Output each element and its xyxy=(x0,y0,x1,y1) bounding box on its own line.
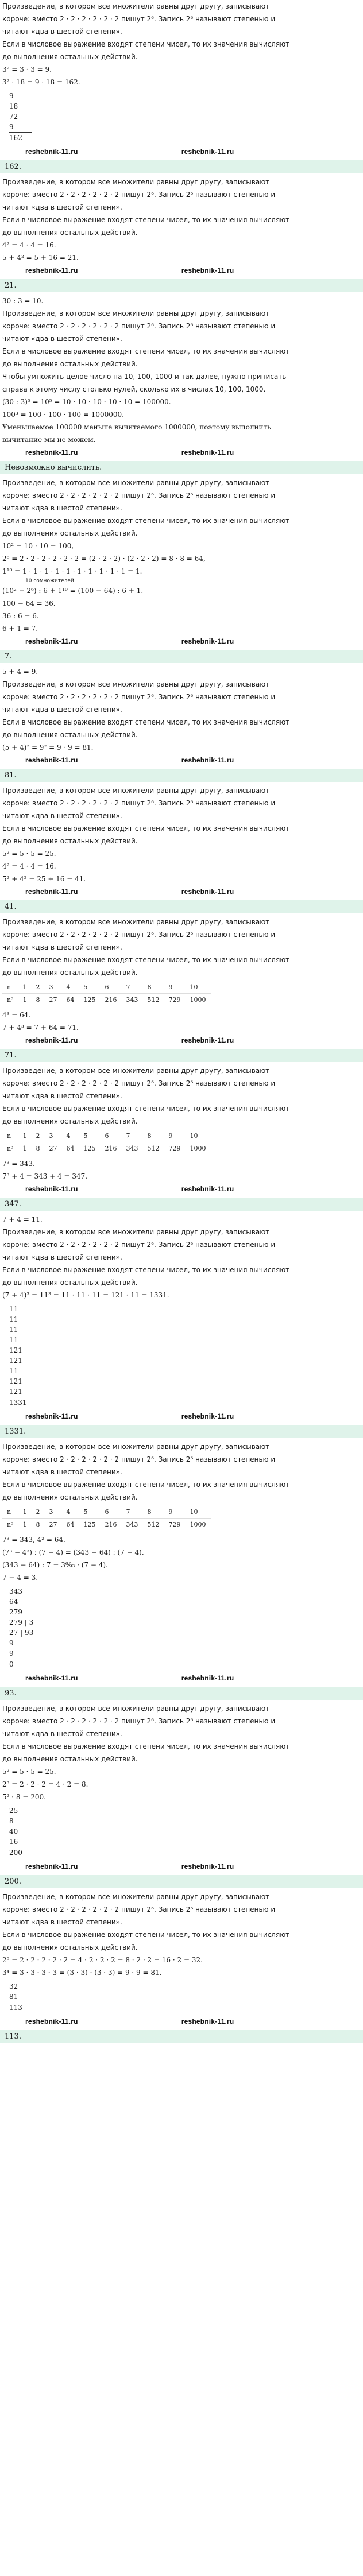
answer-bar: 81. xyxy=(0,769,363,782)
rule-text: Чтобы умножить целое число на 10, 100, 1000 и так далее, нужно приписать xyxy=(2,373,287,381)
table-row xyxy=(2,1130,211,1142)
table-row xyxy=(2,981,211,994)
column-row: 11 xyxy=(9,1326,18,1334)
watermark-row xyxy=(2,1183,361,1195)
math-step: 4² = 4 · 4 = 16. xyxy=(2,241,56,249)
column-row: 11 xyxy=(9,1305,18,1313)
table-cell: 1000 xyxy=(186,1142,211,1155)
table-cell: 10 xyxy=(186,981,211,994)
watermark: reshebnik-11.ru xyxy=(25,756,78,764)
table-cell: 6 xyxy=(101,1506,122,1519)
column-row: 27 | 93 xyxy=(9,1629,34,1637)
watermark-row xyxy=(2,1672,361,1684)
table-cell: 4 xyxy=(62,981,79,994)
rule-text: Произведение, в котором все множители равны друг другу, записывают xyxy=(2,1893,270,1901)
column-row: 81 xyxy=(9,1993,18,2001)
table-cell: 1 xyxy=(18,1519,32,1531)
rule-text: до выполнения остальных действий. xyxy=(2,529,138,537)
table-cell: 729 xyxy=(164,994,186,1006)
watermark-row xyxy=(2,635,361,648)
solution-block xyxy=(2,295,361,474)
rule-text: короче: вместо 2 · 2 · 2 · 2 · 2 · 2 пишут 2⁶. Запись 2⁶ называют степенью и xyxy=(2,491,276,499)
math-step: Уменьшаемое 100000 меньше вычитаемого 1000000, поэтому выполнить xyxy=(2,423,271,431)
watermark-row xyxy=(2,264,361,277)
table-cell: 343 xyxy=(122,994,143,1006)
rule-text: до выполнения остальных действий. xyxy=(2,1279,138,1287)
answer-bar: 200. xyxy=(0,1875,363,1888)
watermark: reshebnik-11.ru xyxy=(25,1674,78,1682)
watermark: reshebnik-11.ru xyxy=(181,148,234,156)
answer-bar: 93. xyxy=(0,1687,363,1700)
column-row: 121 xyxy=(9,1357,22,1365)
rule-text: до выполнения остальных действий. xyxy=(2,228,138,237)
solution-block xyxy=(2,0,361,173)
rule-text: Произведение, в котором все множители равны друг другу, записывают xyxy=(2,309,270,317)
watermark: reshebnik-11.ru xyxy=(25,448,78,456)
rule-text: читают «два в шестой степени». xyxy=(2,1730,122,1738)
table-cell: 5 xyxy=(79,981,101,994)
rule-text: Если в числовое выражение входят степени чисел, то их значения вычисляют xyxy=(2,347,290,355)
cube-table xyxy=(2,1506,211,1531)
math-step: 3² = 3 · 3 = 9. xyxy=(2,65,52,73)
rule-text: до выполнения остальных действий. xyxy=(2,969,138,977)
table-cell: n³ xyxy=(2,1142,18,1155)
table-cell: 8 xyxy=(143,981,164,994)
table-cell: 10 xyxy=(186,1130,211,1142)
column-row: 9 xyxy=(9,1649,14,1657)
rule-text: Произведение, в котором все множители равны друг другу, записывают xyxy=(2,2,270,10)
table-cell: n³ xyxy=(2,1519,18,1531)
watermark: reshebnik-11.ru xyxy=(25,2017,78,2025)
rule-text: короче: вместо 2 · 2 · 2 · 2 · 2 · 2 пишут 2⁶. Запись 2⁶ называют степенью и xyxy=(2,322,276,330)
math-step: 5 + 4² = 5 + 16 = 21. xyxy=(2,254,79,262)
rule-text: Если в числовое выражение входят степени чисел, то их значения вычисляют xyxy=(2,216,290,224)
rule-text: Если в числовое выражение входят степени чисел, то их значения вычисляют xyxy=(2,40,290,48)
watermark: reshebnik-11.ru xyxy=(25,1185,78,1193)
table-cell: 8 xyxy=(143,1506,164,1519)
math-step: 5 + 4 = 9. xyxy=(2,668,38,676)
rule-text: короче: вместо 2 · 2 · 2 · 2 · 2 · 2 пишут 2⁶. Запись 2⁶ называют степенью и xyxy=(2,799,276,807)
watermark-row xyxy=(2,2015,361,2028)
watermark: reshebnik-11.ru xyxy=(181,1036,234,1044)
rule-text: читают «два в шестой степени». xyxy=(2,1918,122,1926)
watermark-row xyxy=(2,1860,361,1873)
rule-text: короче: вместо 2 · 2 · 2 · 2 · 2 · 2 пишут 2⁶. Запись 2⁶ называют степенью и xyxy=(2,1905,276,1913)
column-row: 32 xyxy=(9,1982,18,1990)
rule-text: короче: вместо 2 · 2 · 2 · 2 · 2 · 2 пишут 2⁶. Запись 2⁶ называют степенью и xyxy=(2,931,276,939)
table-cell: 125 xyxy=(79,1142,101,1155)
column-row: 11 xyxy=(9,1315,18,1323)
rule-text: читают «два в шестой степени». xyxy=(2,28,122,36)
rule-text: до выполнения остальных действий. xyxy=(2,1943,138,1951)
math-step: (7 + 4)³ = 11³ = 11 · 11 · 11 = 121 · 11 = 1331. xyxy=(2,1291,169,1299)
table-cell: 64 xyxy=(62,1142,79,1155)
math-step: 5² + 4² = 25 + 16 = 41. xyxy=(2,875,86,883)
column-calculation xyxy=(9,1981,361,2013)
watermark: reshebnik-11.ru xyxy=(181,756,234,764)
rule-text: Если в числовое выражение входят степени чисел, то их значения вычисляют xyxy=(2,718,290,726)
rule-text: Если в числовое выражение входят степени чисел, то их значения вычисляют xyxy=(2,824,290,832)
math-step: 7³ + 4 = 343 + 4 = 347. xyxy=(2,1172,88,1180)
cube-table xyxy=(2,981,211,1006)
table-cell: 3 xyxy=(45,1506,62,1519)
math-step: (30 : 3)⁵ = 10⁵ = 10 · 10 · 10 · 10 · 10 = 100000. xyxy=(2,398,171,406)
column-row: 16 xyxy=(9,1838,18,1846)
table-cell: 216 xyxy=(101,1519,122,1531)
math-step: 7³ = 343. xyxy=(2,1160,35,1168)
column-row: 18 xyxy=(9,102,18,110)
table-cell: 7 xyxy=(122,981,143,994)
watermark-row xyxy=(2,754,361,766)
rule-text: читают «два в шестой степени». xyxy=(2,812,122,820)
watermark: reshebnik-11.ru xyxy=(25,888,78,896)
table-cell: 1 xyxy=(18,1506,32,1519)
rule-text: до выполнения остальных действий. xyxy=(2,1493,138,1501)
answer-bar: 21. xyxy=(0,279,363,292)
column-row: 121 xyxy=(9,1377,22,1385)
column-calculation xyxy=(9,91,361,143)
table-cell: 6 xyxy=(101,1130,122,1142)
table-cell: 1 xyxy=(18,1130,32,1142)
column-row: 25 xyxy=(9,1807,18,1815)
rule-text: до выполнения остальных действий. xyxy=(2,731,138,739)
rule-text: до выполнения остальных действий. xyxy=(2,1117,138,1125)
brace-label: 10 сомножителей xyxy=(25,578,74,584)
table-cell: 64 xyxy=(62,1519,79,1531)
answer-bar: 41. xyxy=(0,900,363,913)
table-cell: 8 xyxy=(32,1519,45,1531)
table-cell: 5 xyxy=(79,1506,101,1519)
table-cell: 10 xyxy=(186,1506,211,1519)
rule-text: Произведение, в котором все множители равны друг другу, записывают xyxy=(2,918,270,926)
watermark: reshebnik-11.ru xyxy=(181,637,234,645)
math-step: 4² = 4 · 4 = 16. xyxy=(2,862,56,870)
table-row xyxy=(2,1519,211,1531)
solution-block xyxy=(2,1213,361,1438)
rule-text: Если в числовое выражение входят степени чисел, то их значения вычисляют xyxy=(2,517,290,525)
table-row xyxy=(2,994,211,1006)
watermark: reshebnik-11.ru xyxy=(181,266,234,274)
table-cell: 6 xyxy=(101,981,122,994)
math-step: 3² · 18 = 9 · 18 = 162. xyxy=(2,78,80,86)
column-row: 0 xyxy=(9,1660,14,1668)
rule-text: Если в числовое выражение входят степени чисел, то их значения вычисляют xyxy=(2,956,290,964)
solution-block xyxy=(2,1891,361,2043)
table-cell: 343 xyxy=(122,1142,143,1155)
table-cell: 9 xyxy=(164,1506,186,1519)
watermark-row xyxy=(2,1410,361,1423)
rule-text: читают «два в шестой степени». xyxy=(2,335,122,343)
rule-text: Произведение, в котором все множители равны друг другу, записывают xyxy=(2,787,270,795)
rule-text: до выполнения остальных действий. xyxy=(2,837,138,845)
column-row: 1331 xyxy=(9,1399,27,1407)
rule-text: короче: вместо 2 · 2 · 2 · 2 · 2 · 2 пишут 2⁶. Запись 2⁶ называют степенью и xyxy=(2,1455,276,1463)
rule-text: до выполнения остальных действий. xyxy=(2,1755,138,1763)
table-cell: 216 xyxy=(101,1142,122,1155)
math-step: 7 + 4 = 11. xyxy=(2,1215,43,1223)
table-cell: 8 xyxy=(143,1130,164,1142)
column-row: 121 xyxy=(9,1346,22,1354)
table-cell: 729 xyxy=(164,1142,186,1155)
answer-bar: 71. xyxy=(0,1049,363,1062)
rule-text: Произведение, в котором все множители равны друг другу, записывают xyxy=(2,178,270,186)
table-cell: 125 xyxy=(79,1519,101,1531)
rule-text: Если в числовое выражение входят степени чисел, то их значения вычисляют xyxy=(2,1481,290,1489)
rule-text: читают «два в шестой степени». xyxy=(2,504,122,512)
math-step: 2⁵ = 2 · 2 · 2 · 2 · 2 = 4 · 2 · 2 · 2 = 8 · 2 · 2 = 16 · 2 = 32. xyxy=(2,1956,203,1964)
table-cell: 4 xyxy=(62,1130,79,1142)
rule-text: Если в числовое выражение входят степени чисел, то их значения вычисляют xyxy=(2,1931,290,1939)
table-cell: 5 xyxy=(79,1130,101,1142)
table-cell: 8 xyxy=(32,1142,45,1155)
rule-text: Если в числовое выражение входят степени чисел, то их значения вычисляют xyxy=(2,1266,290,1274)
column-row: 162 xyxy=(9,134,22,142)
table-cell: 2 xyxy=(32,1130,45,1142)
table-cell: 7 xyxy=(122,1506,143,1519)
watermark: reshebnik-11.ru xyxy=(181,1862,234,1870)
table-cell: 1000 xyxy=(186,1519,211,1531)
watermark: reshebnik-11.ru xyxy=(181,448,234,456)
math-step: (5 + 4)² = 9² = 9 · 9 = 81. xyxy=(2,743,94,752)
rule-text: читают «два в шестой степени». xyxy=(2,1092,122,1100)
math-step: 2³ = 2 · 2 · 2 = 4 · 2 = 8. xyxy=(2,1780,88,1788)
rule-text: Произведение, в котором все множители равны друг другу, записывают xyxy=(2,1705,270,1713)
table-cell: n xyxy=(2,1506,18,1519)
column-calculation xyxy=(9,1586,361,1669)
table-cell: n xyxy=(2,981,18,994)
table-cell: 27 xyxy=(45,1519,62,1531)
answer-bar: Невозможно вычислить. xyxy=(0,461,363,474)
table-cell: 512 xyxy=(143,1142,164,1155)
solution-block xyxy=(2,477,361,663)
column-calculation xyxy=(9,1806,361,1858)
column-calculation xyxy=(9,1304,361,1408)
column-row: 11 xyxy=(9,1336,18,1344)
rule-text: Произведение, в котором все множители равны друг другу, записывают xyxy=(2,479,270,487)
table-cell: 125 xyxy=(79,994,101,1006)
table-cell: 8 xyxy=(32,994,45,1006)
rule-text: Произведение, в котором все множители равны друг другу, записывают xyxy=(2,1228,270,1236)
column-row: 9 xyxy=(9,92,14,100)
rule-text: читают «два в шестой степени». xyxy=(2,1253,122,1261)
answer-bar: 347. xyxy=(0,1198,363,1211)
math-step: 30 : 3 = 10. xyxy=(2,297,44,305)
watermark: reshebnik-11.ru xyxy=(181,1412,234,1420)
watermark: reshebnik-11.ru xyxy=(25,1036,78,1044)
rule-text: справа к этому числу столько нулей, сколько их в числах 10, 100, 1000. xyxy=(2,385,266,393)
math-step: 7 − 4 = 3. xyxy=(2,1574,38,1582)
answer-bar: 113. xyxy=(0,2030,363,2043)
math-step: 5² = 5 · 5 = 25. xyxy=(2,850,56,858)
solution-block xyxy=(2,1064,361,1211)
table-cell: 1000 xyxy=(186,994,211,1006)
math-step: (343 − 64) : 7 = 3⁶⁄₉₃ · (7 − 4). xyxy=(2,1561,108,1569)
watermark-row xyxy=(2,145,361,158)
table-cell: 7 xyxy=(122,1130,143,1142)
math-step: 10² = 10 · 10 = 100, xyxy=(2,542,74,550)
math-step: вычитание мы не можем. xyxy=(2,436,96,444)
table-cell: n³ xyxy=(2,994,18,1006)
answer-bar: 162. xyxy=(0,160,363,173)
solution-block xyxy=(2,916,361,1062)
rule-text: Если в числовое выражение входят степени чисел, то их значения вычисляют xyxy=(2,1742,290,1750)
math-step: (7³ − 4³) : (7 − 4) = (343 − 64) : (7 − 4). xyxy=(2,1548,144,1556)
math-step: 100³ = 100 · 100 · 100 = 1000000. xyxy=(2,410,124,419)
table-row xyxy=(2,1506,211,1519)
solution-block xyxy=(2,176,361,292)
column-row: 72 xyxy=(9,113,18,121)
column-row: 200 xyxy=(9,1849,22,1857)
table-cell: 3 xyxy=(45,981,62,994)
table-cell: 3 xyxy=(45,1130,62,1142)
watermark: reshebnik-11.ru xyxy=(181,888,234,896)
table-cell: 2 xyxy=(32,981,45,994)
table-cell: 9 xyxy=(164,1130,186,1142)
column-row: 279 xyxy=(9,1608,22,1616)
math-step: 7 + 4³ = 7 + 64 = 71. xyxy=(2,1024,79,1032)
watermark: reshebnik-11.ru xyxy=(25,1412,78,1420)
rule-text: Произведение, в котором все множители равны друг другу, записывают xyxy=(2,1443,270,1451)
column-row: 279 | 3 xyxy=(9,1618,34,1626)
rule-text: до выполнения остальных действий. xyxy=(2,53,138,61)
column-row: 121 xyxy=(9,1388,22,1396)
cube-table xyxy=(2,1130,211,1155)
table-cell: 64 xyxy=(62,994,79,1006)
math-step: 2⁶ = 2 · 2 · 2 · 2 · 2 · 2 = (2 · 2 · 2) · (2 · 2 · 2) = 8 · 8 = 64, xyxy=(2,555,206,563)
math-step: 6 + 1 = 7. xyxy=(2,625,38,633)
rule-text: читают «два в шестой степени». xyxy=(2,706,122,714)
watermark: reshebnik-11.ru xyxy=(25,637,78,645)
column-row: 9 xyxy=(9,1639,14,1647)
table-cell: 216 xyxy=(101,994,122,1006)
math-step: 5² · 8 = 200. xyxy=(2,1793,46,1801)
rule-text: читают «два в шестой степени». xyxy=(2,943,122,951)
rule-text: короче: вместо 2 · 2 · 2 · 2 · 2 · 2 пишут 2⁶. Запись 2⁶ называют степенью и xyxy=(2,1241,276,1249)
watermark: reshebnik-11.ru xyxy=(181,1185,234,1193)
solution-block xyxy=(2,1702,361,1888)
math-step: (10² − 2⁶) : 6 + 1¹⁰ = (100 − 64) : 6 + 1. xyxy=(2,587,144,595)
table-cell: n xyxy=(2,1130,18,1142)
table-cell: 27 xyxy=(45,994,62,1006)
table-cell: 1 xyxy=(18,994,32,1006)
column-row: 343 xyxy=(9,1587,22,1595)
math-step: 100 − 64 = 36. xyxy=(2,599,56,607)
rule-text: короче: вместо 2 · 2 · 2 · 2 · 2 · 2 пишут 2⁶. Запись 2⁶ называют степенью и xyxy=(2,1717,276,1725)
watermark: reshebnik-11.ru xyxy=(25,266,78,274)
table-cell: 27 xyxy=(45,1142,62,1155)
table-cell: 512 xyxy=(143,994,164,1006)
column-row: 8 xyxy=(9,1817,14,1825)
rule-text: короче: вместо 2 · 2 · 2 · 2 · 2 · 2 пишут 2⁶. Запись 2⁶ называют степенью и xyxy=(2,15,276,23)
answer-bar: 1331. xyxy=(0,1425,363,1438)
watermark-row xyxy=(2,885,361,898)
math-step: 36 : 6 = 6. xyxy=(2,612,39,620)
table-cell: 1 xyxy=(18,981,32,994)
table-cell: 2 xyxy=(32,1506,45,1519)
table-cell: 4 xyxy=(62,1506,79,1519)
answer-bar: 7. xyxy=(0,650,363,663)
watermark-row xyxy=(2,446,361,459)
math-step: 4³ = 64. xyxy=(2,1011,31,1019)
rule-text: Произведение, в котором все множители равны друг другу, записывают xyxy=(2,680,270,688)
rule-text: читают «два в шестой степени». xyxy=(2,1468,122,1476)
table-row xyxy=(2,1142,211,1155)
rule-text: читают «два в шестой степени». xyxy=(2,203,122,211)
rule-text: Произведение, в котором все множители равны друг другу, записывают xyxy=(2,1067,270,1075)
table-cell: 512 xyxy=(143,1519,164,1531)
rule-text: до выполнения остальных действий. xyxy=(2,360,138,368)
rule-text: Если в числовое выражение входят степени чисел, то их значения вычисляют xyxy=(2,1105,290,1113)
math-step: 5² = 5 · 5 = 25. xyxy=(2,1768,56,1776)
watermark: reshebnik-11.ru xyxy=(181,2017,234,2025)
table-cell: 729 xyxy=(164,1519,186,1531)
table-cell: 343 xyxy=(122,1519,143,1531)
rule-text: короче: вместо 2 · 2 · 2 · 2 · 2 · 2 пишут 2⁶. Запись 2⁶ называют степенью и xyxy=(2,191,276,199)
math-step: 7³ = 343, 4² = 64. xyxy=(2,1536,65,1544)
solution-block xyxy=(2,665,361,782)
table-cell: 1 xyxy=(18,1142,32,1155)
column-row: 9 xyxy=(9,123,14,131)
column-row: 64 xyxy=(9,1598,18,1606)
solution-block xyxy=(2,784,361,913)
column-row: 40 xyxy=(9,1827,18,1835)
watermark: reshebnik-11.ru xyxy=(25,148,78,156)
math-step: 1¹⁰ = 1 · 1 · 1 · 1 · 1 · 1 · 1 · 1 · 1 · 1 = 1. xyxy=(2,567,142,575)
watermark: reshebnik-11.ru xyxy=(25,1862,78,1870)
solution-block xyxy=(2,1440,361,1700)
watermark-row xyxy=(2,1034,361,1047)
rule-text: короче: вместо 2 · 2 · 2 · 2 · 2 · 2 пишут 2⁶. Запись 2⁶ называют степенью и xyxy=(2,693,276,701)
watermark: reshebnik-11.ru xyxy=(181,1674,234,1682)
column-row: 113 xyxy=(9,2004,22,2012)
column-row: 11 xyxy=(9,1367,18,1375)
table-cell: 9 xyxy=(164,981,186,994)
math-step: 3⁴ = 3 · 3 · 3 · 3 = (3 · 3) · (3 · 3) = 9 · 9 = 81. xyxy=(2,1969,162,1977)
rule-text: короче: вместо 2 · 2 · 2 · 2 · 2 · 2 пишут 2⁶. Запись 2⁶ называют степенью и xyxy=(2,1079,276,1087)
